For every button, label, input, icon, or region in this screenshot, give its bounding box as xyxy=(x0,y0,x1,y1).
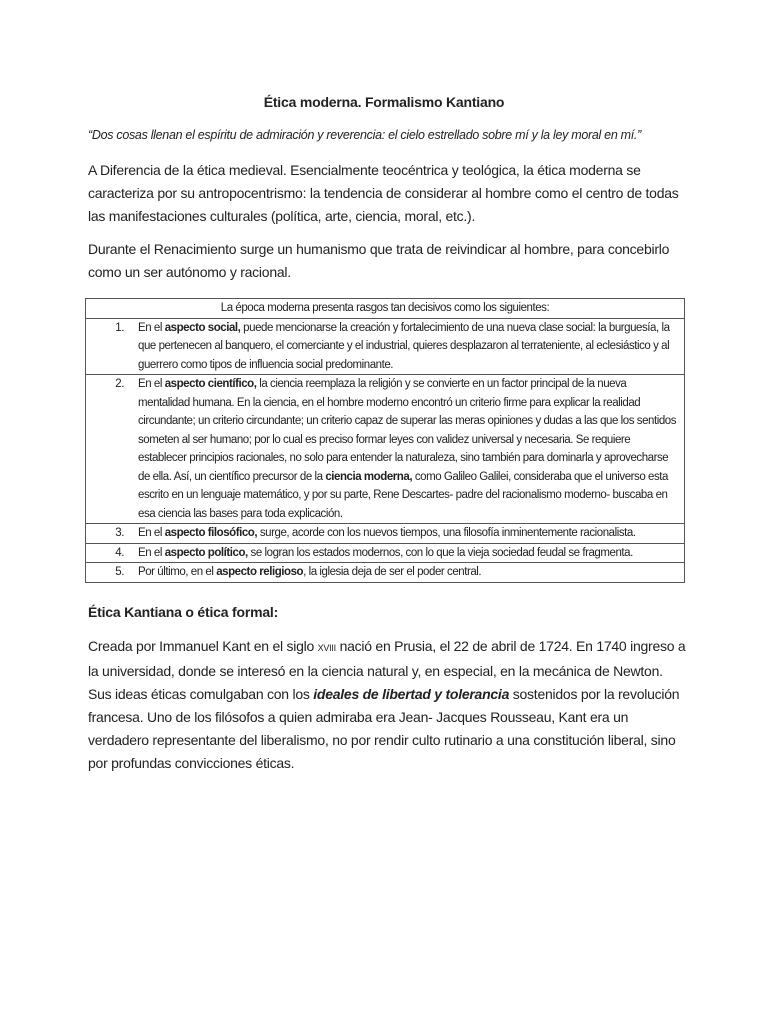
row-number: 4. xyxy=(86,543,135,563)
paragraph-kant xyxy=(88,635,688,775)
row-text-post: , la iglesia deja de ser el poder central. xyxy=(303,566,482,578)
row-text-post: se logran los estados modernos, con lo que la vieja sociedad feudal se fragmenta. xyxy=(247,546,633,559)
row-text-bold: aspecto religioso xyxy=(216,566,304,578)
row-number: 2. xyxy=(86,375,135,524)
paragraph-kant-part2: nació en Prusia, el 22 de abril de 1724. En 1740 ingreso a la universidad, donde se interesó en la ciencia natural y, en especial, en la mecánica de Newton. Sus ideas éticas comulgaban con los xyxy=(88,638,686,702)
row-text xyxy=(134,375,685,524)
row-text-bold: aspecto científico, xyxy=(164,378,257,390)
row-text-post: surge, acorde con los nuevos tiempos, una filosofía inminentemente racionalista. xyxy=(257,527,636,539)
table-header-row xyxy=(86,299,685,319)
row-text-post-2: como Galileo Galilei, consideraba que el universo esta escrito en un lenguaje matemático, y por su parte, Rene Descartes- padre del racionalismo moderno- buscaba en esa ciencia las bases para toda explicación. xyxy=(138,470,668,520)
paragraph-intro: A Diferencia de la ética medieval. Esencialmente teocéntrica y teológica, la ética moderna se caracteriza por su antropocentrismo: la tendencia de considerar al hombre como el centro de todas las manifestaciones culturales (política, arte, ciencia, moral, etc.). xyxy=(88,162,679,224)
paragraph-kant-part1: Creada por Immanuel Kant en el siglo xyxy=(88,638,318,654)
emphasis-ideales: ideales de libertad y tolerancia xyxy=(313,686,510,702)
row-text-pre: Por último, en el xyxy=(138,566,217,578)
row-text-pre: En el xyxy=(138,527,165,539)
row-text-bold: aspecto social, xyxy=(164,321,241,334)
paragraph-kant-part3: sostenidos por la revolución francesa. Uno de los filósofos a quien admiraba era Jean- Jacques Rousseau, Kant era un verdadero representante del liberalismo, no por rendir culto rutinario a una constitución liberal, sino por profundas convicciones éticas. xyxy=(88,686,680,771)
row-number: 3. xyxy=(86,524,135,544)
table-row xyxy=(86,543,685,563)
row-text-pre: En el xyxy=(138,546,165,559)
row-text-post: la ciencia reemplaza la religión y se convierte en un factor principal de la nueva mentalidad humana. En la ciencia, en el hombre moderno encontró un criterio firme para explicar la realidad circundante; un criterio circundante; un criterio capaz de superar las meras opiniones y dudas a las que los sentidos someten al ser humano; por lo cual es preciso formar leyes con validez universal y necesaria. Se requiere establecer principios racionales, no solo para entender la naturaleza, sino también para dominarla y aprovecharse de ella. Así, un científico precursor de la xyxy=(138,378,677,483)
row-text-bold: aspecto filosófico, xyxy=(164,527,258,539)
row-number: 1. xyxy=(86,318,135,375)
rasgos-table xyxy=(85,298,685,583)
kant-quote: “Dos cosas llenan el espíritu de admiración y reverencia: el cielo estrellado sobre mí y la ley moral en mí.” xyxy=(88,128,641,142)
row-text-post: puede mencionarse la creación y fortalecimiento de una nueva clase social: la burguesía, la que pertenecen al banquero, el comerciante y el industrial, quieres desplazaron al terrateniente, al eclesiástico y al guerrero como tipos de influencia social predominante. xyxy=(138,321,670,371)
row-text xyxy=(134,543,685,563)
row-text-pre: En el xyxy=(138,321,165,334)
century-numeral: XVIII xyxy=(317,643,336,653)
table-header: La época moderna presenta rasgos tan decisivos como los siguientes: xyxy=(86,299,685,319)
table-row xyxy=(86,318,685,375)
row-text xyxy=(134,524,685,544)
table-row xyxy=(86,524,685,544)
row-text-bold: aspecto político, xyxy=(164,546,248,559)
row-text-pre: En el xyxy=(138,378,165,390)
row-text-bold-2: ciencia moderna, xyxy=(325,470,413,483)
page-title: Ética moderna. Formalismo Kantiano xyxy=(263,94,505,110)
table-row xyxy=(86,563,685,583)
row-number: 5. xyxy=(86,563,135,583)
table-row xyxy=(86,375,685,524)
row-text xyxy=(134,318,685,375)
section-heading: Ética Kantiana o ética formal: xyxy=(88,604,279,620)
row-text xyxy=(134,563,685,583)
paragraph-renacimiento: Durante el Renacimiento surge un humanismo que trata de reivindicar al hombre, para concebirlo como un ser autónomo y racional. xyxy=(88,241,670,280)
